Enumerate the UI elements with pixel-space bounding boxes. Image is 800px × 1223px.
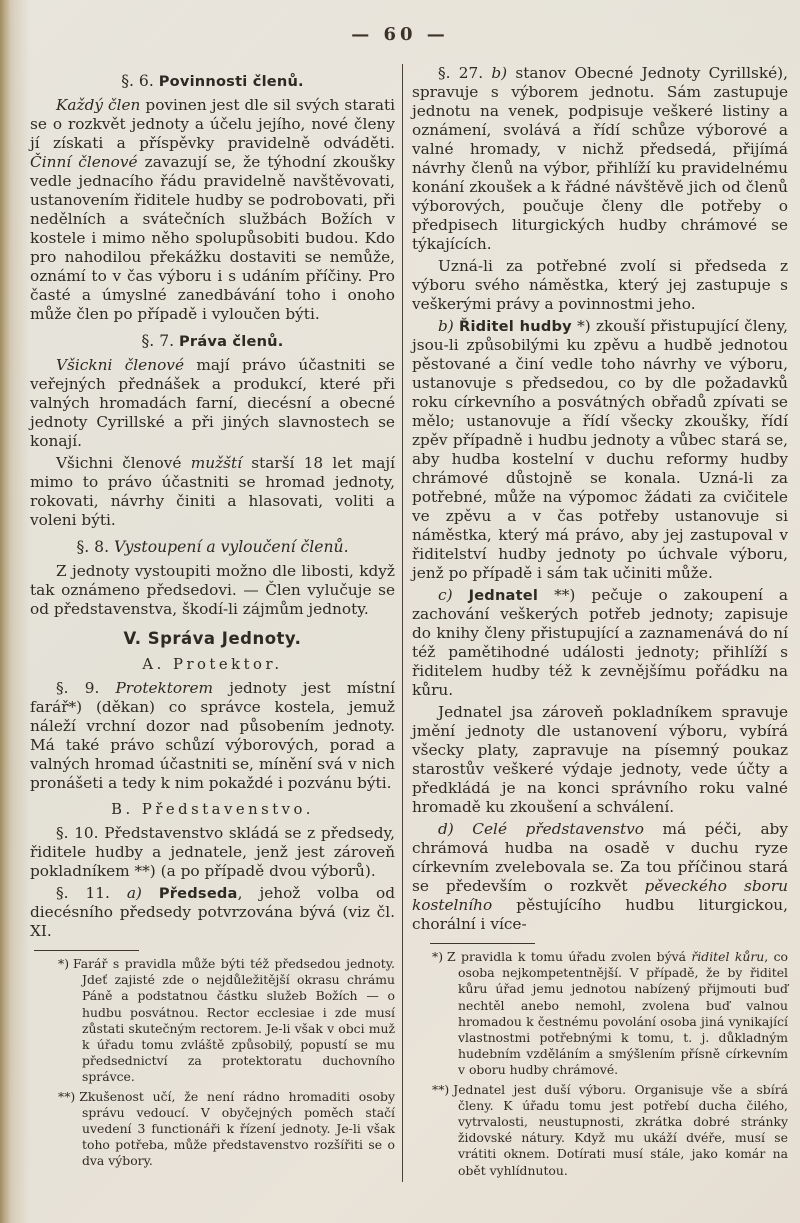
- paragraph-pokladnik: Jednatel jsa zároveň pokladníkem spravuje jmění jednoty dle ustanovení výboru, vybírá všecky platy, zapravuje na písemný poukaz starostův veškeré výdaje jednoty, vede účty a předkládá je na konci správního roku valné hromadě ku zkoušení a schválení.: [412, 703, 788, 816]
- section-8-title: Vystoupení a vyloučení členů.: [113, 538, 349, 556]
- section-6-heading: [30, 72, 395, 91]
- page-number: — 60 —: [351, 24, 449, 45]
- paragraph-s7-2: [30, 454, 395, 530]
- footnote-ref-double-asterisk: **): [538, 586, 576, 604]
- emphasis-muzsti: mužští: [190, 454, 243, 472]
- body-text: pečuje o zakoupení a zachování veškerých potřeb jednoty; zapisuje do knihy členy přistupující a zaznamenává do ní též pamětihodné události jednoty; přihlíží s řiditelem hudby též k zevnějšímu pořádku na kůru.: [412, 586, 788, 699]
- item-letter-b-ref: b): [491, 64, 508, 82]
- section-9-number: §. 9.: [56, 679, 116, 697]
- item-letter-c: c): [438, 586, 469, 604]
- term-jednatel: Jednatel: [468, 587, 539, 604]
- paragraph-jednatel: [412, 586, 788, 700]
- footnote-2: [30, 1089, 395, 1170]
- paragraph-s10: §. 10. Představenstvo skládá se z předsedy, řiditele hudby a jednatele, jenž jest zároveň pokladníkem **) (a po případě dvou výborů).: [30, 824, 395, 880]
- footnote-separator-rule: [34, 950, 139, 951]
- section-7-heading: [30, 332, 395, 351]
- two-column-layout: [30, 64, 788, 1182]
- subsection-a-heading: A. Protektor.: [142, 656, 283, 673]
- footnote-1: [412, 949, 788, 1079]
- section-11-number: §. 11.: [56, 884, 127, 902]
- page-binding-edge: [0, 0, 10, 1223]
- body-text: Všichni členové: [56, 454, 191, 472]
- footnote-2-marker: **): [58, 1088, 76, 1104]
- paragraph-riditel-hudby: [412, 317, 788, 583]
- body-text: mají právo účastniti se veřejných přednášek a produkcí, které při valných hromadách farní, diecésní a obecné jednoty Cyrillské a při jiných slavnostech se konají.: [30, 356, 395, 450]
- section-8-number: §. 8.: [76, 538, 114, 556]
- body-text: starší 18 let mají mimo to právo účastniti se hromad jednoty, rokovati, návrhy činiti a hlasovati, voliti a voleni býti.: [30, 454, 395, 529]
- footnote-text: Farář s pravidla může býti též předsedou jednoty. Jdeť zajisté zde o nejdůležitější okrasu chrámu Páně a podstatnou částku služeb Božích — o hudbu posvátnou. Rector ecclesiae i zde musí zůstati skutečným rectorem. Je-li však v obci muž k úřadu tomu zvláště způsobilý, popustí se mu předsednictví za protektoratu duchovního správce.: [73, 956, 395, 1085]
- footnote-separator-rule: [430, 943, 535, 944]
- section-6-number: §. 6.: [121, 72, 159, 90]
- body-text: stanov Obecné Jednoty Cyrillské), spravuje s výborem jednotu. Sám zastupuje jednotu na venek, podpisuje veškeré listiny a oznámení, svolává a řídí schůze výborové a valné hromady, v nichž předsedá, přijímá návrhy členů na výbor, přihlíží ku pravidelnému konání zkoušek a k řádné návštěvě jich od členů výborových, poučuje členy dle potřeby o předpisech liturgických hudby chrámové se týkajících.: [412, 64, 788, 253]
- section-7-title: Práva členů.: [179, 333, 284, 350]
- term-predseda: Předseda: [158, 885, 238, 902]
- section-6-title: Povinnosti členů.: [158, 73, 304, 90]
- paragraph-cele-predstavenstvo: [412, 820, 788, 934]
- emphasis-riditel-kuru: řiditel kůru: [691, 949, 765, 964]
- section-27-number: §. 27.: [438, 64, 492, 82]
- body-text: pěstujícího hudbu liturgickou, chorální i více-: [412, 896, 788, 933]
- footnote-text: Jednatel jest duší výboru. Organisuje vše a sbírá členy. K úřadu tomu jest potřebí ducha čilého, vytrvalosti, neustupnosti, zkrátka dobré stránky židovské nátury. Když mu ukáží dvéře, musí se vrátiti oknem. Dotírati musí stále, jako komár na obět vyhlídnutou.: [453, 1081, 788, 1178]
- subsection-b-heading: B. Představenstvo.: [111, 801, 314, 818]
- body-text: má péči, aby chrámová hudba na osadě v duchu ryze církevním zvelebovala se. Za tou příčinou stará se především o rozkvět: [412, 820, 788, 895]
- emphasis-vsickni-clenove: Všickni členové: [56, 356, 184, 374]
- section-7-number: §. 7.: [141, 332, 180, 350]
- item-letter-b: b): [438, 317, 460, 335]
- item-letter-a: a): [126, 884, 159, 902]
- paragraph-s9: [30, 679, 395, 793]
- emphasis-protektorem: Protektorem: [115, 679, 214, 697]
- footnote-text: Z pravidla k tomu úřadu zvolen bývá: [447, 949, 692, 964]
- paragraph-s6: [30, 96, 395, 324]
- footnote-1-marker: *): [432, 949, 444, 964]
- footnote-2-marker: **): [432, 1081, 450, 1097]
- body-text: povinen jest dle sil svých starati se o rozkvět jednoty a účelu jejího, nové členy jí získati a příspěvky pravidelně odváděti.: [30, 96, 395, 152]
- emphasis-cinni-clenove: Činní členové: [30, 153, 138, 171]
- paragraph-s8: Z jednoty vystoupiti možno dle libosti, když tak oznámeno předsedovi. — Člen vylučuje se od představenstva, škodí-li zájmům jednoty.: [30, 562, 395, 618]
- emphasis-pevecky-sbor: pěveckého sboru kostelního: [412, 877, 788, 914]
- term-riditel-hudby: Řiditel hudby: [459, 318, 572, 335]
- body-text: zkouší přistupující členy, jsou-li způsobilými ku zpěvu a hudbě jednotou pěstované a činí vedle toho návrhy ve výboru, ustanovuje s předsedou, co by dle požadavků roku církevního a posvátných obřadů zpívati se mělo; ustanovuje a řídí všecky zkoušky, řídí zpěv případně i hudbu jednoty a vůbec stará se, aby hudba kostelní v duchu reformy hudby chrámové důstojně se konala. Uzná-li za potřebné, může na výpomoc žádati za cvičitele ve zpěvu a v čas potřeby ustanovuje si náměstka, který má právo, aby jej zastupoval v řiditelství hudby jednoty po úchvale výboru, jenž po případě i sám tak učiniti může.: [412, 317, 789, 582]
- term-cele-predstavenstvo: d) Celé představenstvo: [438, 820, 645, 838]
- footnote-2: [412, 1082, 788, 1179]
- column-left: [30, 64, 402, 1182]
- emphasis-kazdy-clen: Každý člen: [56, 96, 141, 114]
- paragraph-s27: [412, 64, 788, 254]
- footnote-text: Zkušenost učí, že není rádno hromaditi osoby správu vedoucí. V obyčejných poměch stačí uvedení 3 functionáři k řízení jednoty. Je-li však toho potřeba, může představenstvo rozšířiti se o dva výbory.: [79, 1088, 395, 1169]
- footnote-1-marker: *): [58, 956, 70, 971]
- footnote-text: , co osoba nejkompetentnější. V případě, že by řiditel kůru úřad jemu jednotou nabízený přijmouti buď nechtěl anebo nemohl, zvolena buď valnou hromadou k čestnému povolání osoba jiná vynikající vlastnostmi potřebnými k tomu, t. j. důkladným hudebním vzděláním a smýšlením přísně církevním v oboru hudby chrámové.: [458, 949, 789, 1078]
- paragraph-s11: [30, 884, 395, 941]
- paragraph-s7-1: [30, 356, 395, 451]
- body-text: zavazují se, že týhodní zkoušky vedle jednacího řádu pravidelně navštěvovati, ustanovením řiditele hudby se podrobovati, při nedělních a svátečních službách Božích v kostele i mimo něho spolupůsobiti budou. Kdo pro nahodilou překážku dostaviti se nemůže, oznámí to v čas výboru i s udáním příčiny. Pro časté a úmyslné zanedbávání toho i onoho může člen po případě i vyloučen býti.: [30, 153, 396, 323]
- chapter-v-heading: V. Správa Jednoty.: [123, 629, 302, 648]
- paragraph-namestek: Uzná-li za potřebné zvolí si předseda z výboru svého náměstka, který jej zastupuje s veškerými právy a povinnostmi jeho.: [412, 257, 788, 313]
- footnote-ref-asterisk: *): [571, 317, 591, 335]
- body-text: , jehož volba od diecésního předsedy potvrzována bývá (viz čl. XI.: [30, 884, 395, 940]
- section-8-heading: [30, 538, 395, 557]
- body-text: jednoty jest místní farář*) (děkan) co správce kostela, jemuž náleží vrchní dozor nad působením jednoty. Má také právo schůzí výborových, porad a valných hromad účastniti se, mínění svá v nich pronášeti a tedy k nim pokaždé i pozvánu býti.: [30, 679, 395, 792]
- footnote-1: [30, 956, 395, 1086]
- column-right: [403, 64, 788, 1182]
